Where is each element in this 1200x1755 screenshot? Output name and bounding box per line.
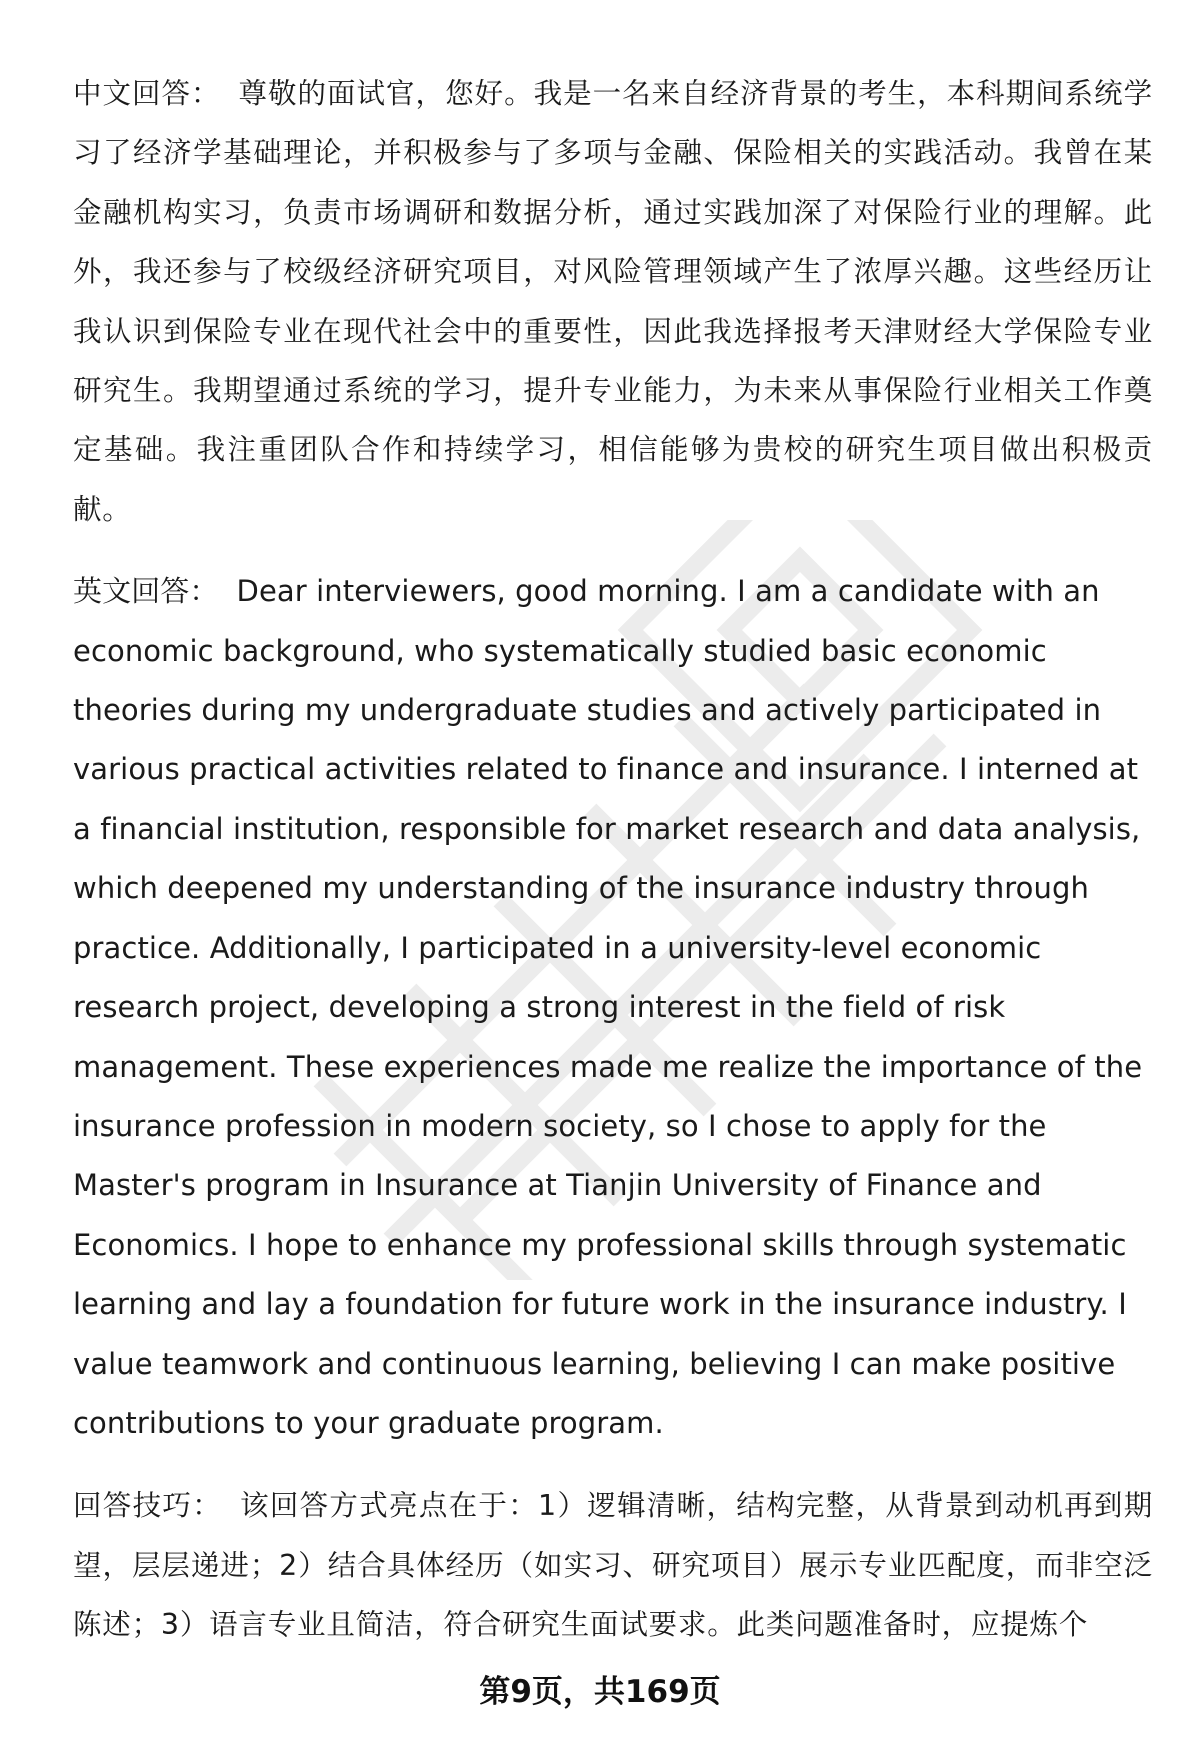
page-number: 第9页，共169页 — [479, 1674, 721, 1710]
answer-tips-paragraph — [73, 1476, 1153, 1654]
english-answer-text: Dear interviewers, good morning. I am a candidate with an economic background, who systematically studied basic economic theories during my undergraduate studies and actively participated in various practical activities related to finance and insurance. I interned at a financial institution, responsible for market research and data analysis, which deepened my understanding of the insurance industry through practice. Additionally, I participated in a university-level economic research project, developing a strong interest in the field of risk management. These experiences made me realize the importance of the insurance profession in modern society, so I chose to apply for the Master's program in Insurance at Tianjin University of Finance and Economics. I hope to enhance my professional skills through systematic learning and lay a foundation for future work in the insurance industry. I value teamwork and continuous learning, believing I can make positive contributions to your graduate program. — [73, 574, 1143, 1440]
document-body — [73, 64, 1153, 1655]
english-answer-paragraph — [73, 562, 1153, 1453]
chinese-answer-text: 尊敬的面试官，您好。我是一名来自经济背景的考生，本科期间系统学习了经济学基础理论，并积极参与了多项与金融、保险相关的实践活动。我曾在某金融机构实习，负责市场调研和数据分析，通过实践加深了对保险行业的理解。此外，我还参与了校级经济研究项目，对风险管理领域产生了浓厚兴趣。这些经历让我认识到保险专业在现代社会中的重要性，因此我选择报考天津财经大学保险专业研究生。我期望通过系统的学习，提升专业能力，为未来从事保险行业相关工作奠定基础。我注重团队合作和持续学习，相信能够为贵校的研究生项目做出积极贡献。 — [73, 77, 1153, 526]
chinese-answer-paragraph — [73, 64, 1153, 539]
answer-tips-text: 该回答方式亮点在于：1）逻辑清晰，结构完整，从背景到动机再到期望，层层递进；2）结合具体经历（如实习、研究项目）展示专业匹配度，而非空泛陈述；3）语言专业且简洁，符合研究生面试要求。此类问题准备时，应提炼个 — [73, 1489, 1153, 1642]
chinese-answer-label: 中文回答： — [73, 77, 221, 110]
answer-tips-label: 回答技巧： — [73, 1489, 223, 1523]
english-answer-label: 英文回答： — [73, 574, 219, 609]
